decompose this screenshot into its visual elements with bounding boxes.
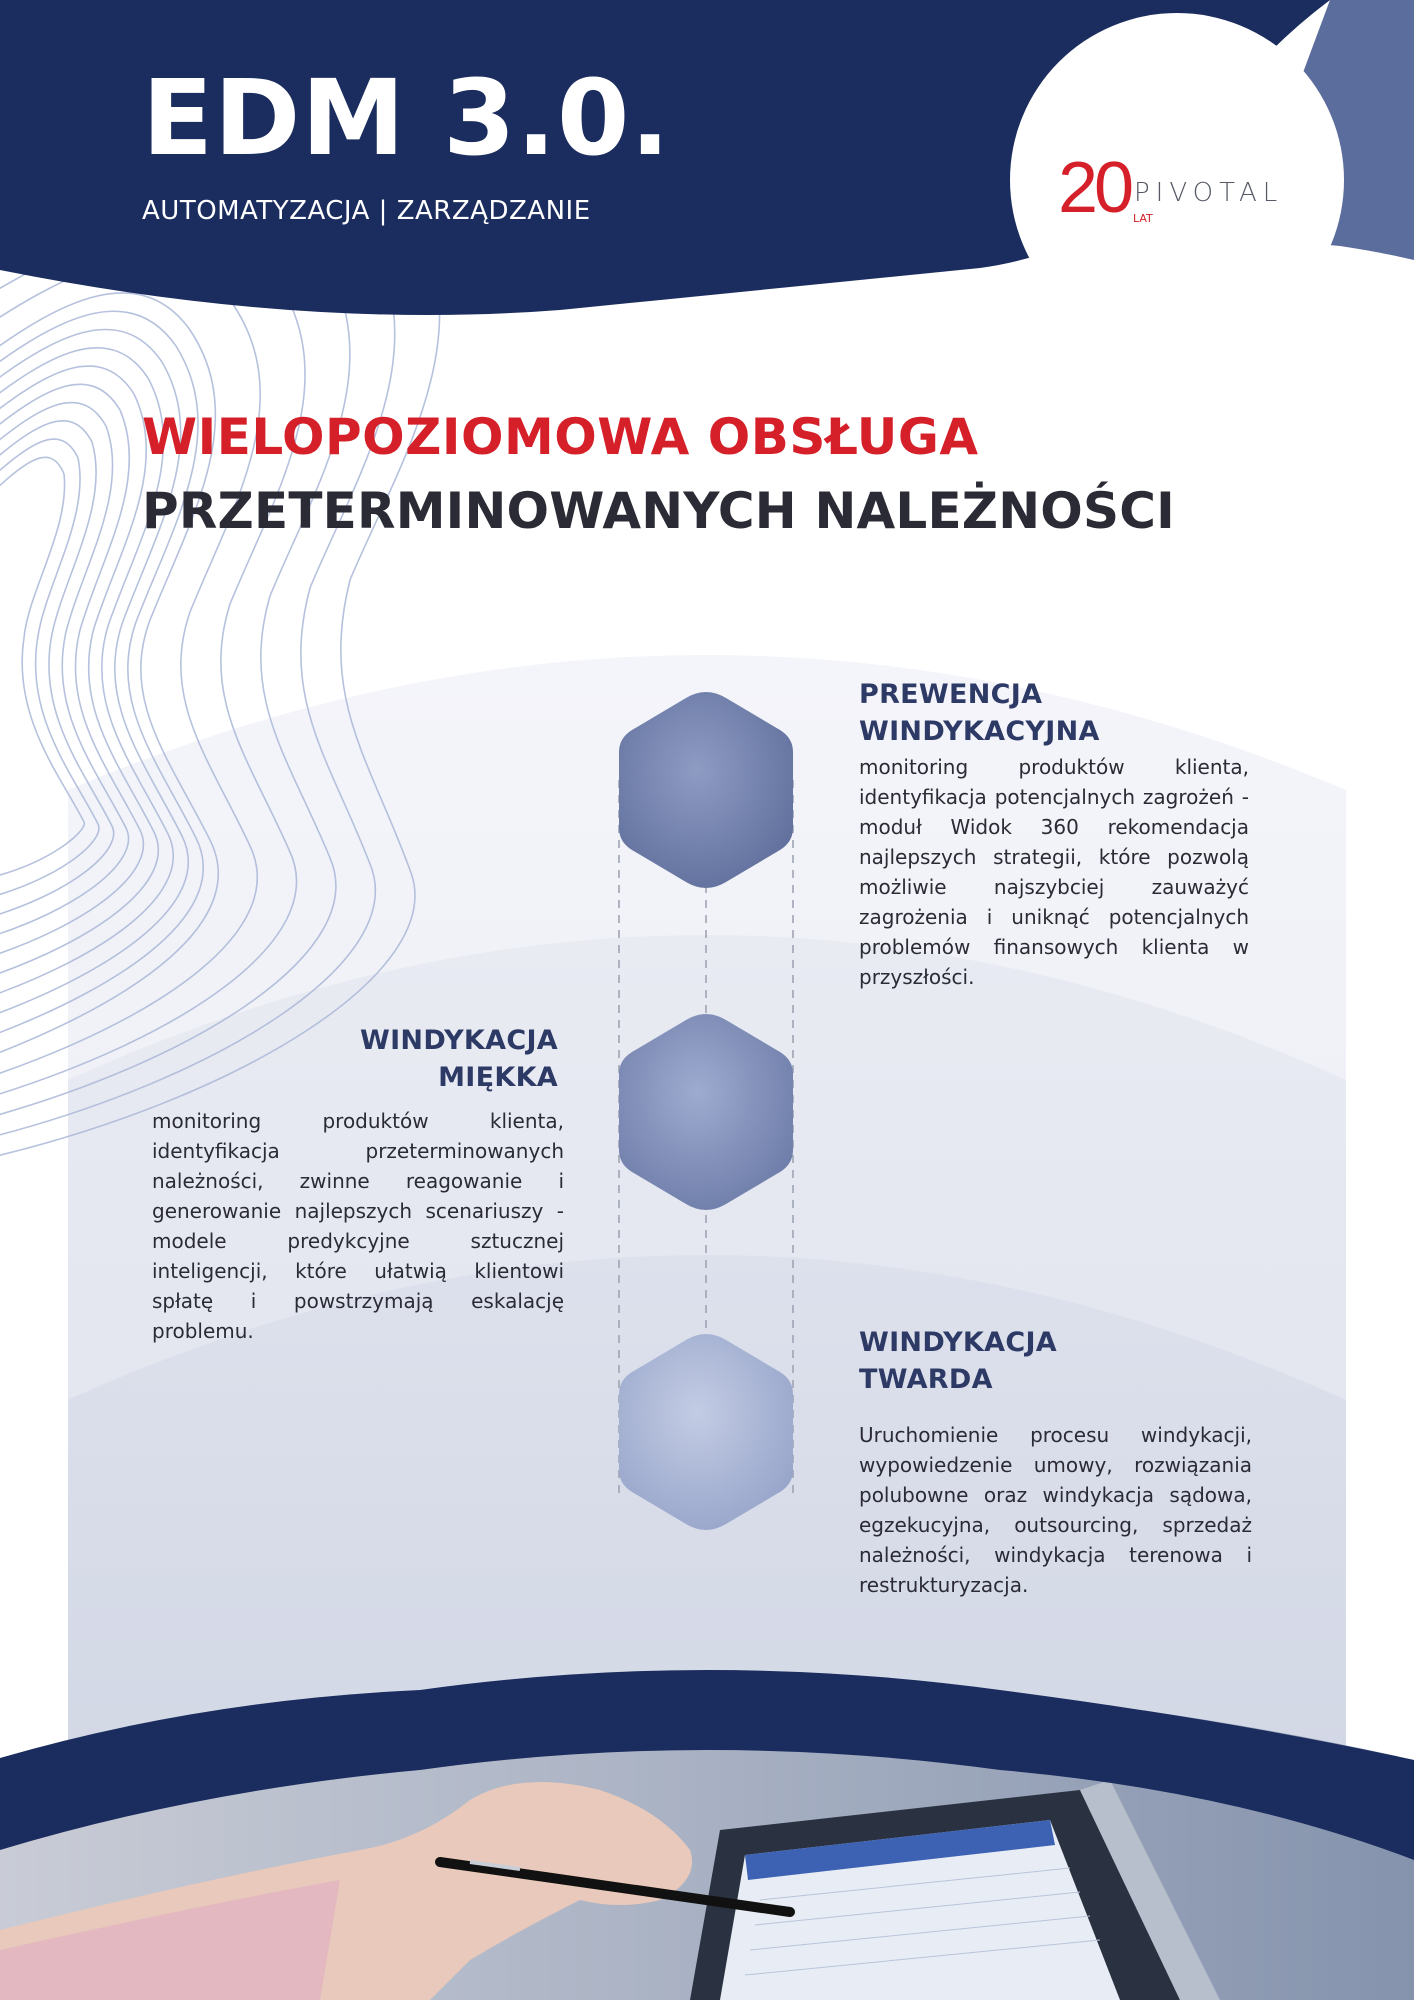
logo-brand-name: PIVOTAL bbox=[1134, 178, 1284, 208]
logo-anniversary-number: 20 bbox=[1058, 148, 1131, 228]
section-title-line: WINDYKACYJNA bbox=[859, 716, 1100, 747]
section-miekka bbox=[152, 1022, 564, 1346]
section-title-line: WINDYKACJA bbox=[859, 1327, 1057, 1358]
section-twarda bbox=[859, 1324, 1252, 1600]
section-body: monitoring produktów klienta, identyfikacja potencjalnych zagrożeń - moduł Widok 360 rekomendacja najlepszych strategii, które pozwolą możliwie najszybciej zauważyć zagrożenia i uniknąć potencjalnych problemów finansowych klienta w przyszłości. bbox=[859, 755, 1249, 989]
logo-lat-label: LAT bbox=[1133, 212, 1153, 225]
section-body: Uruchomienie procesu windykacji, wypowiedzenie umowy, rozwiązania polubowne oraz windykacja sądowa, egzekucyjna, outsourcing, sprzedaż należności, windykacja terenowa i restrukturyzacja. bbox=[859, 1423, 1252, 1597]
section-title-line: WINDYKACJA bbox=[360, 1025, 558, 1056]
headline-dark: PRZETERMINOWANYCH NALEŻNOŚCI bbox=[142, 482, 1175, 540]
section-title-line: PREWENCJA bbox=[859, 679, 1043, 710]
section-body: monitoring produktów klienta, identyfikacja przeterminowanych należności, zwinne reagowanie i generowanie najlepszych scenariuszy - modele predykcyjne sztucznej inteligencji, które ułatwią klientowi spłatę i powstrzymają eskalację problemu. bbox=[152, 1109, 564, 1343]
headline-red: WIELOPOZIOMOWA OBSŁUGA bbox=[142, 408, 979, 466]
pivotal-logo bbox=[1058, 148, 1298, 228]
section-prewencja bbox=[859, 676, 1249, 992]
document-subtitle: AUTOMATYZACJA | ZARZĄDZANIE bbox=[142, 196, 591, 226]
section-title bbox=[859, 676, 1249, 750]
section-title bbox=[859, 1324, 1252, 1398]
section-title-line: TWARDA bbox=[859, 1364, 993, 1395]
document-title: EDM 3.0. bbox=[142, 57, 671, 179]
section-title bbox=[152, 1022, 564, 1096]
section-title-line: MIĘKKA bbox=[438, 1062, 558, 1093]
